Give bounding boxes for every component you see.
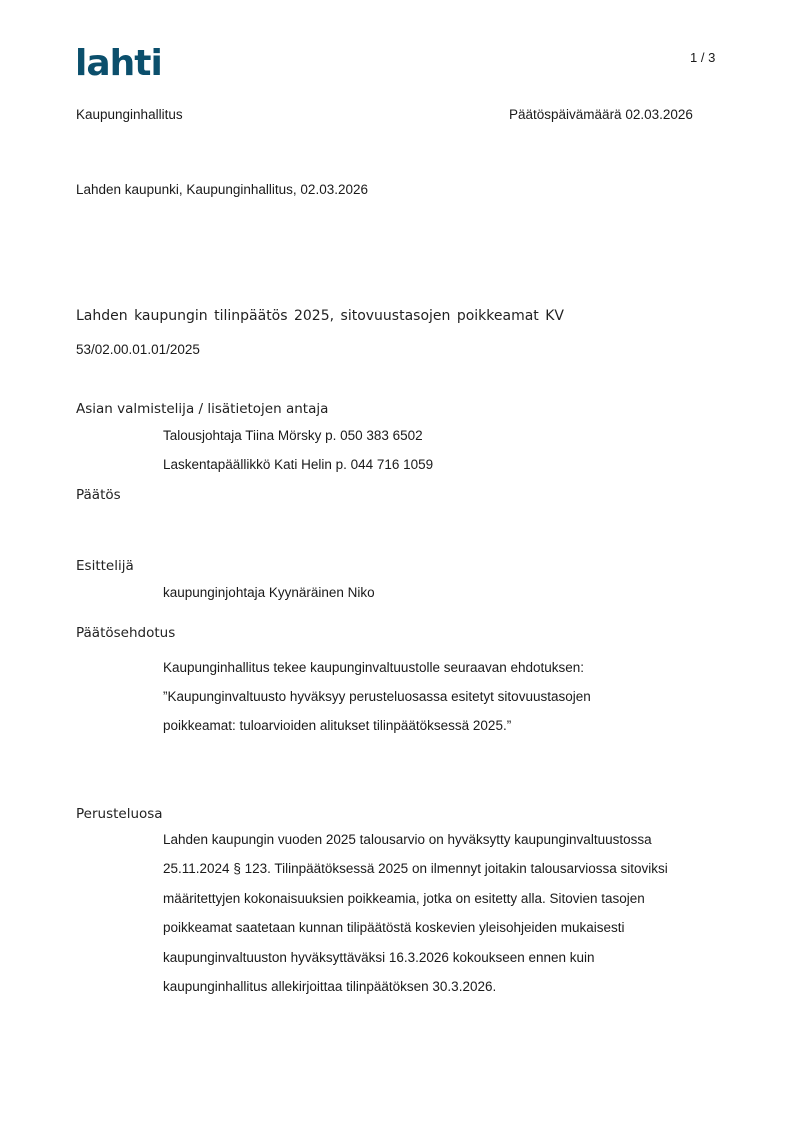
rationale-line: poikkeamat saatetaan kunnan tilipäätöstä koskevien yleisohjeiden mukaisesti: [163, 920, 625, 935]
rationale-line: kaupunginhallitus allekirjoittaa tilinpäätöksen 30.3.2026.: [163, 979, 497, 994]
page-number: 1 / 3: [690, 50, 716, 65]
rationale-heading: Perusteluosa: [76, 806, 163, 822]
rationale-line: Lahden kaupungin vuoden 2025 talousarvio on hyväksytty kaupunginvaltuustossa: [163, 832, 652, 847]
meeting-line: Lahden kaupunki, Kaupunginhallitus, 02.03.2026: [76, 182, 368, 197]
rationale-line: kaupunginvaltuuston hyväksyttäväksi 16.3.2026 kokoukseen ennen kuin: [163, 950, 595, 965]
presenter-name: kaupunginjohtaja Kyynäräinen Niko: [163, 585, 375, 600]
presenter-heading: Esittelijä: [76, 558, 134, 574]
decision-heading: Päätös: [76, 487, 121, 503]
proposal-line: poikkeamat: tuloarvioiden alitukset tilinpäätöksessä 2025.”: [163, 718, 512, 733]
preparer-line: Talousjohtaja Tiina Mörsky p. 050 383 6502: [163, 428, 423, 443]
rationale-line: 25.11.2024 § 123. Tilinpäätöksessä 2025 on ilmennyt joitakin talousarviossa sitoviksi: [163, 861, 668, 876]
organ-name: Kaupunginhallitus: [76, 107, 183, 122]
item-reference: 53/02.00.01.01/2025: [76, 342, 200, 357]
lahti-logo: lahti: [75, 43, 162, 84]
decision-date: Päätöspäivämäärä 02.03.2026: [509, 107, 693, 122]
rationale-line: määritettyjen kokonaisuuksien poikkeamia, jotka on esitetty alla. Sitovien tasojen: [163, 891, 645, 906]
proposal-line: ”Kaupunginvaltuusto hyväksyy perusteluosassa esitetyt sitovuustasojen: [163, 689, 591, 704]
proposal-line: Kaupunginhallitus tekee kaupunginvaltuustolle seuraavan ehdotuksen:: [163, 660, 585, 675]
proposal-heading: Päätösehdotus: [76, 625, 176, 641]
item-title: Lahden kaupungin tilinpäätös 2025, sitovuustasojen poikkeamat KV: [76, 308, 565, 324]
preparer-heading: Asian valmistelija / lisätietojen antaja: [76, 401, 329, 417]
preparer-line: Laskentapäällikkö Kati Helin p. 044 716 1059: [163, 457, 434, 472]
